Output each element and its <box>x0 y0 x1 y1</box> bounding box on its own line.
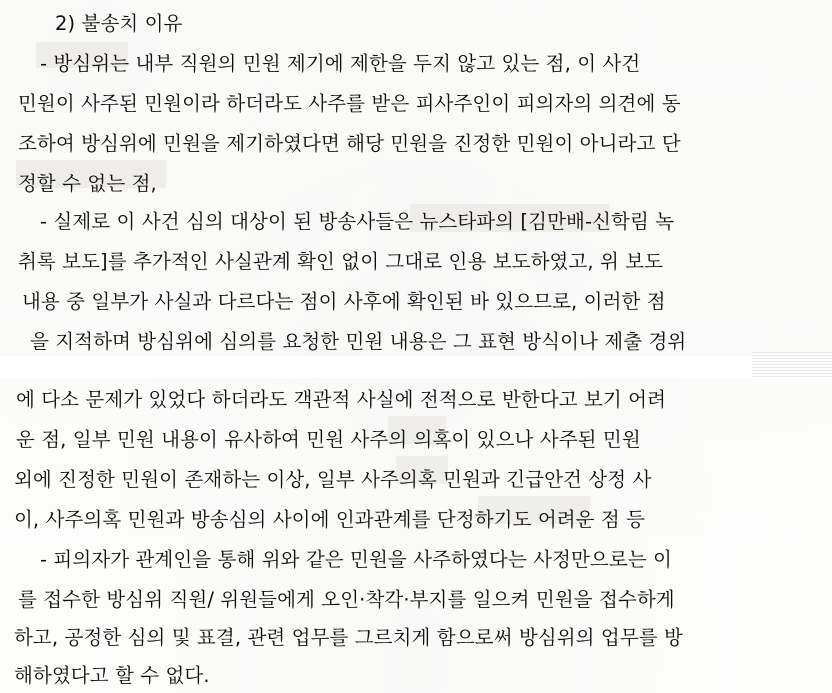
text-line: 에 다소 문제가 있었다 하더라도 객관적 사실에 전적으로 반한다고 보기 어려 <box>16 388 667 411</box>
text-line: 외에 진정한 민원이 존재하는 이상, 일부 사주의혹 민원과 긴급안건 상정 사 <box>14 468 652 491</box>
text-line: 취록 보도]를 추가적인 사실관계 확인 없이 그대로 인용 보도하였고, 위 보도 <box>18 250 664 273</box>
text-line: 내용 중 일부가 사실과 다르다는 점이 사후에 확인된 바 있으므로, 이러한 점 <box>22 290 666 313</box>
text-line: 이, 사주의혹 민원과 방송심의 사이에 인과관계를 단정하기도 어려운 점 등 <box>14 508 646 531</box>
text-line: 하고, 공정한 심의 및 표결, 관련 업무를 그르치게 함으로써 방심위의 업무를 방 <box>14 626 683 649</box>
text-line: 운 점, 일부 민원 내용이 유사하여 민원 사주의 의혹이 있으나 사주된 민원 <box>16 428 641 451</box>
text-line: - 피의자가 관계인을 통해 위와 같은 민원을 사주하였다는 사정만으로는 이 <box>40 548 672 571</box>
scan-edge-artifact <box>752 352 832 378</box>
text-line: 해하였다고 할 수 없다. <box>14 664 210 687</box>
paragraph-heading: 2) 불송치 이유 <box>55 12 183 35</box>
text-line: 를 접수한 방심위 직원/ 위원들에게 오인·착각·부지를 일으켜 민원을 접수하게 <box>18 588 675 611</box>
text-line: 조하여 방심위에 민원을 제기하였다면 해당 민원을 진정한 민원이 아니라고 단 <box>18 132 681 155</box>
text-line: 정할 수 없는 점, <box>18 172 157 195</box>
text-line: 을 지적하며 방심위에 심의를 요청한 민원 내용은 그 표현 방식이나 제출 경위 <box>30 330 687 353</box>
text-line: - 방심위는 내부 직원의 민원 제기에 제한을 두지 않고 있는 점, 이 사건 <box>40 52 641 75</box>
page-break-gap <box>0 356 832 378</box>
text-line: - 실제로 이 사건 심의 대상이 된 방송사들은 뉴스타파의 [김만배-신학림 녹 <box>40 210 675 233</box>
text-line: 민원이 사주된 민원이라 하더라도 사주를 받은 피사주인이 피의자의 의견에 동 <box>18 92 681 115</box>
